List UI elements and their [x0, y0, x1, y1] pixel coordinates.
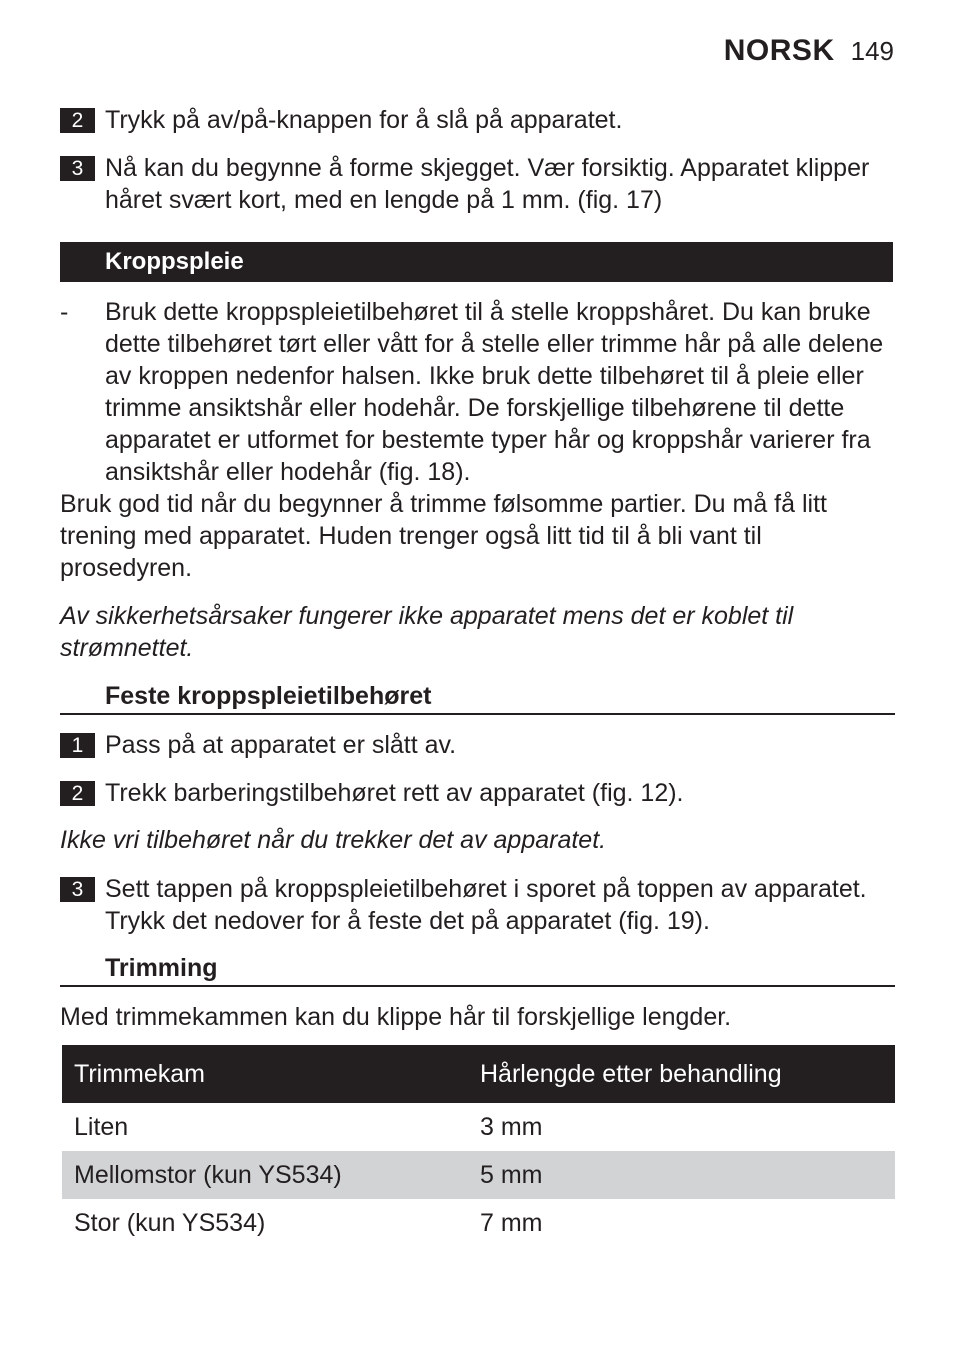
table-header-cell: Hårlengde etter behandling — [480, 1059, 782, 1088]
step-number: 3 — [60, 156, 95, 181]
step-text: Trykk på av/på-knappen for å slå på apparatet. — [105, 106, 623, 134]
bullet-dash: - — [60, 298, 69, 326]
language-label: NORSK — [723, 34, 835, 67]
step-2b — [60, 777, 895, 809]
subhead-feste: Feste kroppspleietilbehøret — [60, 679, 895, 715]
step-text: Nå kan du begynne å forme skjegget. Vær forsiktig. Apparatet klipper håret svært kort, med en lengde på 1 mm. (fig. 17) — [105, 154, 870, 214]
trim-table — [62, 1045, 895, 1247]
table-cell: Liten — [74, 1112, 129, 1141]
table-cell: Stor (kun YS534) — [74, 1208, 266, 1237]
subhead-trimming: Trimming — [60, 951, 895, 987]
step-1 — [60, 729, 895, 761]
bullet-item — [60, 296, 895, 488]
table-cell: Mellomstor (kun YS534) — [74, 1160, 342, 1189]
step-number: 1 — [60, 733, 95, 758]
step-text: Pass på at apparatet er slått av. — [105, 731, 457, 759]
step-2 — [60, 104, 895, 136]
twist-note: Ikke vri tilbehøret når du trekker det av apparatet. — [60, 826, 607, 854]
bullet-text: Bruk dette kroppspleietilbehøret til å stelle kroppshåret. Du kan bruke dette tilbehøret tørt eller vått for å stelle eller trimme hår på alle delene av kroppen nedenfor halsen. Ikke bruk dette tilbehøret til å pleie eller trimme ansiktshår eller hodehår. De forskjellige tilbehørene til dette apparatet er utformet for bestemte typer hår og kroppshår varierer fra ansiktshår eller hodehår (fig. 18). — [105, 298, 884, 486]
step-text: Trekk barberingstilbehøret rett av apparatet (fig. 12). — [105, 779, 684, 807]
section-bar-kroppspleie: Kroppspleie — [60, 242, 893, 282]
table-header-row — [62, 1045, 895, 1103]
paragraph-1: Bruk god tid når du begynner å trimme følsomme partier. Du må få litt trening med apparatet. Huden trenger også litt tid til å bli vant til prosedyren. — [60, 490, 827, 582]
page-header — [724, 34, 894, 68]
table-cell: 5 mm — [480, 1160, 543, 1189]
table-cell: 3 mm — [480, 1112, 543, 1141]
step-3b — [60, 873, 895, 937]
table-row — [62, 1199, 895, 1247]
table-cell: 7 mm — [480, 1208, 543, 1237]
step-number: 2 — [60, 108, 95, 133]
step-number: 2 — [60, 781, 95, 806]
safety-note: Av sikkerhetsårsaker fungerer ikke apparatet mens det er koblet til strømnettet. — [60, 602, 794, 662]
table-header-cell: Trimmekam — [74, 1059, 206, 1088]
table-row — [62, 1151, 895, 1199]
step-text: Sett tappen på kroppspleietilbehøret i sporet på toppen av apparatet. Trykk det nedover for å feste det på apparatet (fig. 19). — [105, 875, 867, 935]
page-number: 149 — [850, 36, 894, 66]
step-number: 3 — [60, 877, 95, 902]
paragraph-2: Med trimmekammen kan du klippe hår til forskjellige lengder. — [60, 1003, 732, 1031]
table-row — [62, 1103, 895, 1151]
step-3 — [60, 152, 895, 216]
